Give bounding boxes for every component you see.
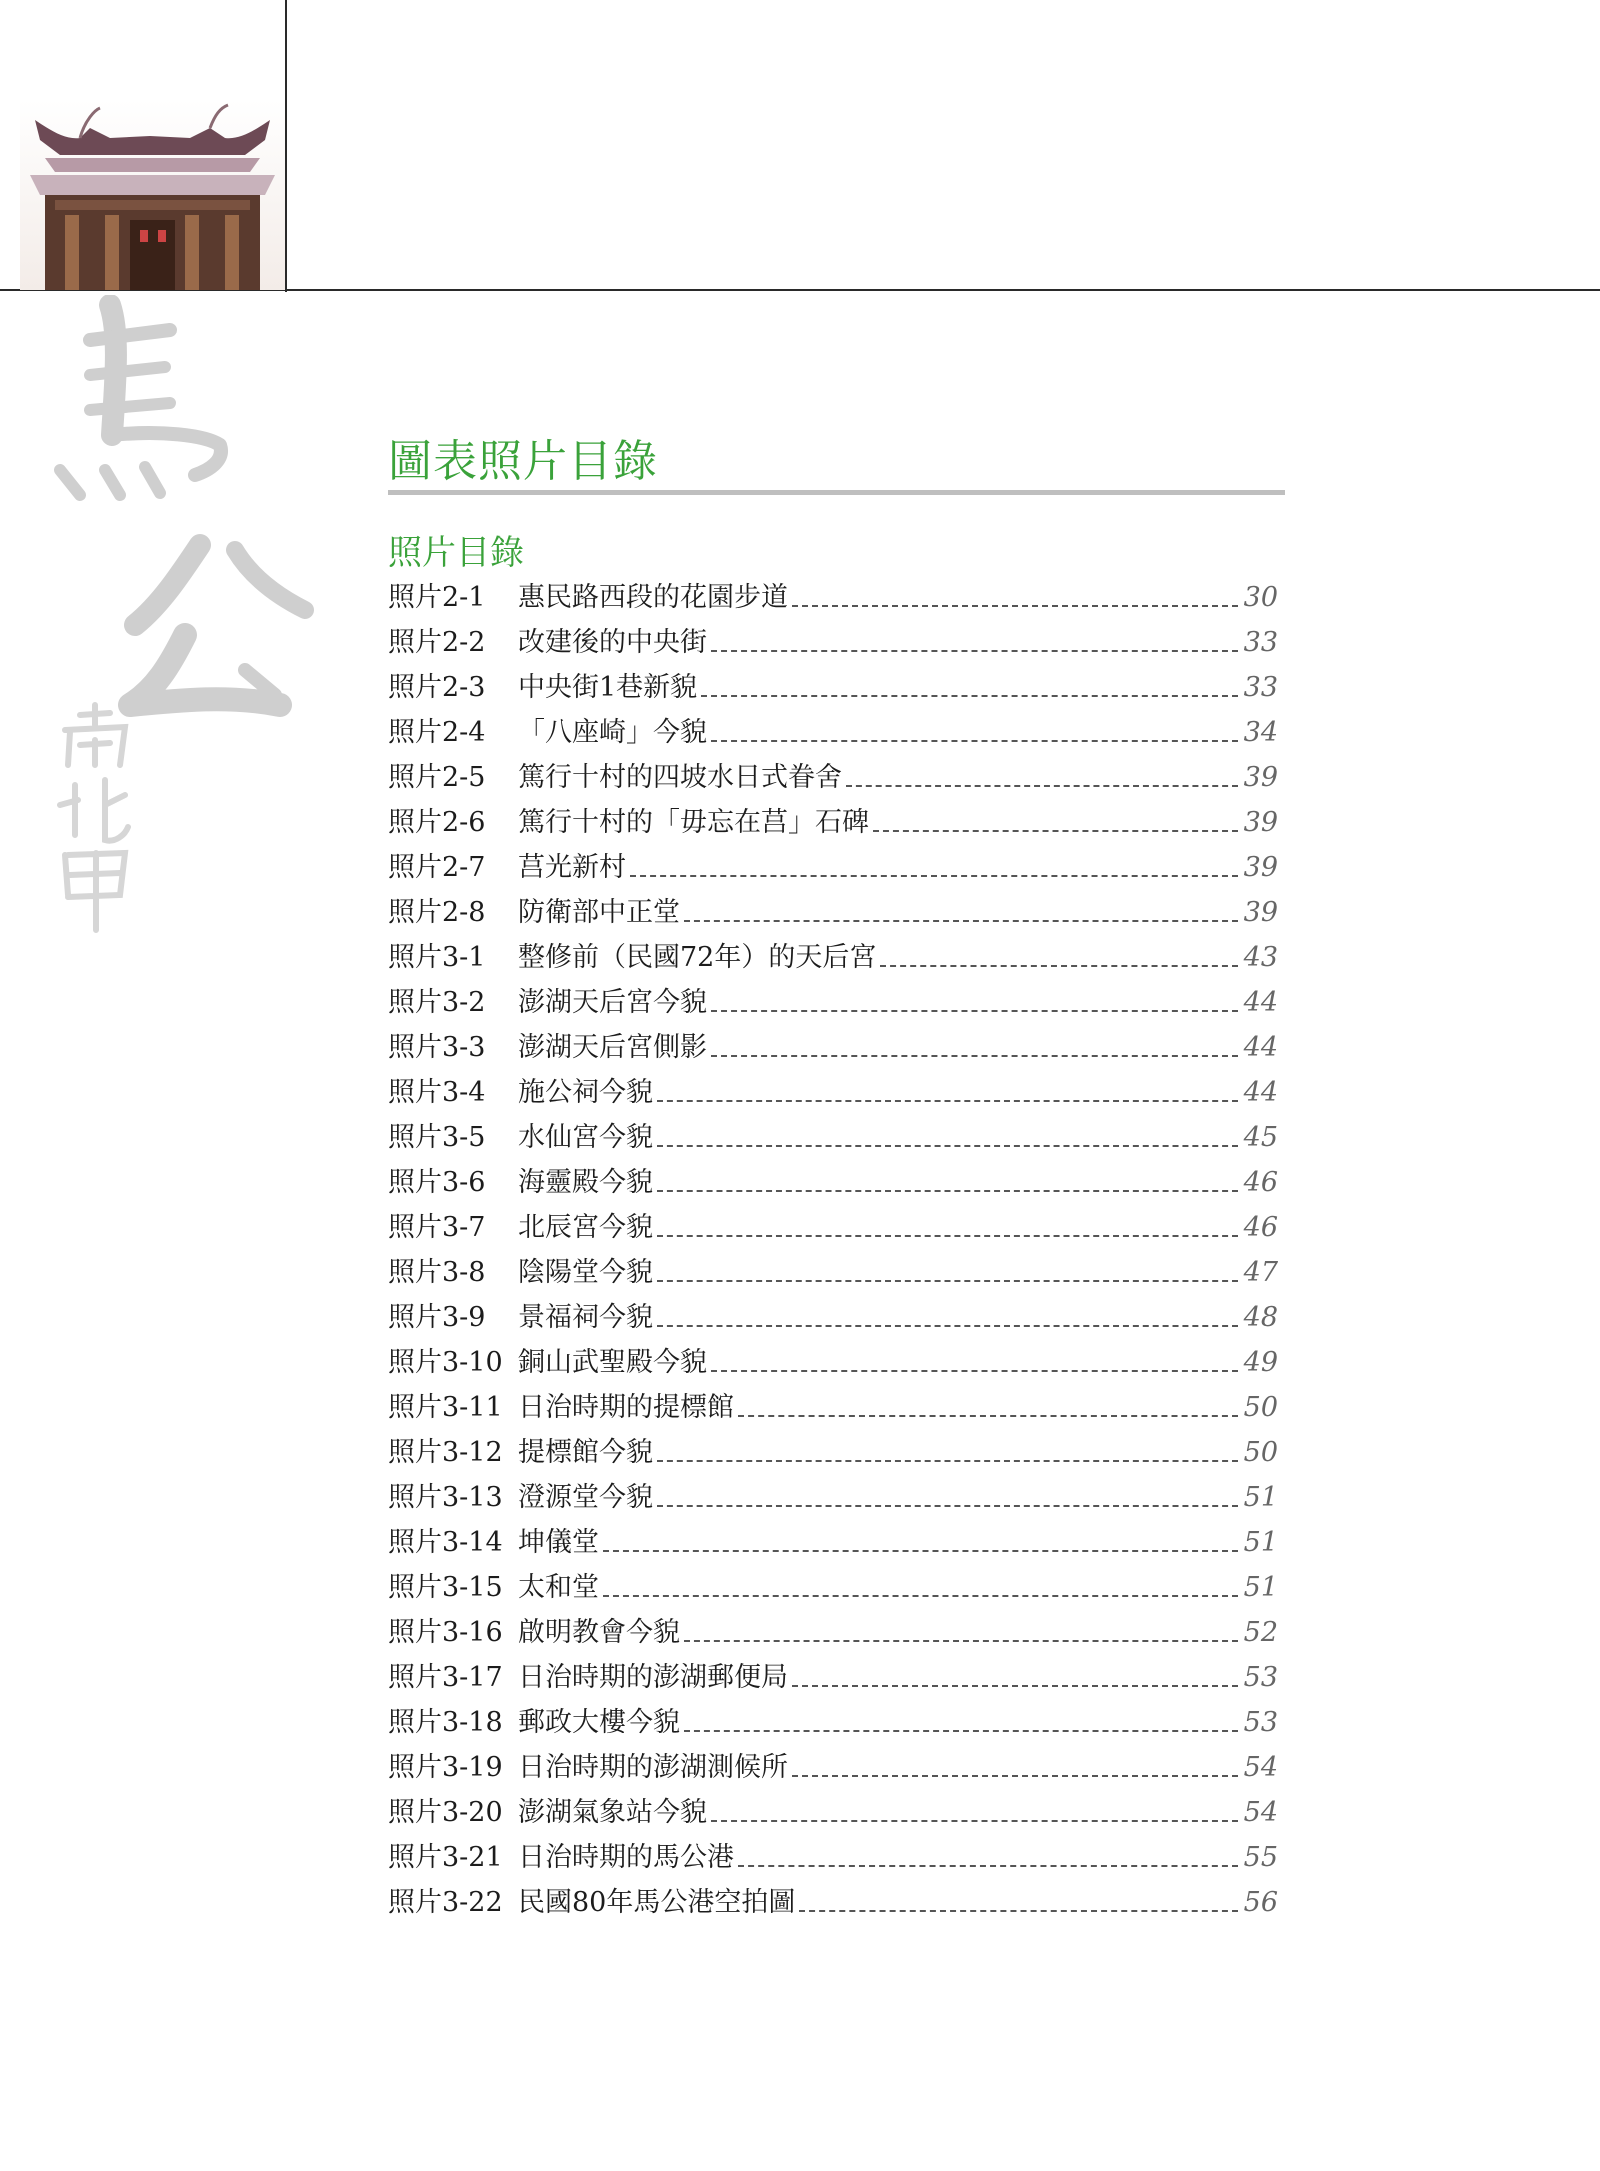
entry-page-number: 39 — [1243, 897, 1278, 928]
entry-page-number: 55 — [1243, 1842, 1278, 1873]
entry-code: 照片2-4 — [388, 717, 486, 748]
entry-code: 照片3-22 — [388, 1887, 503, 1918]
entry-title: 海靈殿今貌 — [518, 1167, 653, 1198]
entry-title: 陰陽堂今貌 — [518, 1257, 653, 1288]
entry-code: 照片3-9 — [388, 1302, 486, 1333]
entry-code: 照片3-16 — [388, 1617, 503, 1648]
entry-title: 日治時期的提標館 — [518, 1392, 734, 1423]
dash-leader — [792, 1684, 1238, 1687]
dash-leader — [701, 694, 1238, 697]
dash-leader — [684, 1639, 1238, 1642]
dash-leader — [846, 784, 1238, 787]
entry-page-number: 52 — [1243, 1617, 1278, 1648]
entry-title: 施公祠今貌 — [518, 1077, 653, 1108]
entry-title: 防衛部中正堂 — [518, 897, 680, 928]
toc-entry — [388, 800, 1278, 845]
dash-leader — [711, 1819, 1238, 1822]
dash-leader — [711, 1054, 1238, 1057]
dash-leader — [630, 874, 1238, 877]
entry-title: 「八座崎」今貌 — [518, 717, 707, 748]
dash-leader — [738, 1864, 1238, 1867]
dash-leader — [711, 739, 1238, 742]
dash-leader — [657, 1279, 1238, 1282]
entry-page-number: 33 — [1243, 627, 1278, 658]
entry-code: 照片3-8 — [388, 1257, 486, 1288]
entry-code: 照片3-5 — [388, 1122, 486, 1153]
dash-leader — [657, 1324, 1238, 1327]
toc-entry — [388, 1880, 1278, 1925]
entry-title: 坤儀堂 — [518, 1527, 599, 1558]
entry-page-number: 53 — [1243, 1662, 1278, 1693]
entry-page-number: 50 — [1243, 1437, 1278, 1468]
entry-title: 日治時期的澎湖測候所 — [518, 1752, 788, 1783]
toc-entry — [388, 935, 1278, 980]
photo-index-list — [388, 575, 1278, 1925]
toc-entry — [388, 1790, 1278, 1835]
entry-code: 照片2-7 — [388, 852, 486, 883]
entry-code: 照片3-3 — [388, 1032, 486, 1063]
entry-page-number: 33 — [1243, 672, 1278, 703]
entry-page-number: 44 — [1243, 987, 1278, 1018]
toc-entry — [388, 1700, 1278, 1745]
entry-title: 惠民路西段的花園步道 — [518, 582, 788, 613]
dash-leader — [792, 604, 1238, 607]
dash-leader — [873, 829, 1238, 832]
toc-entry — [388, 1475, 1278, 1520]
dash-leader — [738, 1414, 1238, 1417]
entry-page-number: 44 — [1243, 1077, 1278, 1108]
entry-title: 整修前（民國72年）的天后宮 — [518, 942, 877, 973]
dash-leader — [603, 1594, 1238, 1597]
section-subtitle: 照片目錄 — [388, 533, 524, 573]
toc-entry — [388, 1520, 1278, 1565]
entry-page-number: 39 — [1243, 807, 1278, 838]
entry-title: 啟明教會今貌 — [518, 1617, 680, 1648]
toc-entry — [388, 1070, 1278, 1115]
entry-title: 郵政大樓今貌 — [518, 1707, 680, 1738]
dash-leader — [799, 1909, 1238, 1912]
toc-entry — [388, 845, 1278, 890]
entry-code: 照片3-21 — [388, 1842, 503, 1873]
entry-title: 日治時期的澎湖郵便局 — [518, 1662, 788, 1693]
entry-page-number: 47 — [1243, 1257, 1278, 1288]
entry-code: 照片3-2 — [388, 987, 486, 1018]
entry-title: 篤行十村的四坡水日式眷舍 — [518, 762, 842, 793]
entry-title: 澎湖天后宮側影 — [518, 1032, 707, 1063]
toc-entry — [388, 665, 1278, 710]
entry-page-number: 51 — [1243, 1527, 1278, 1558]
entry-title: 提標館今貌 — [518, 1437, 653, 1468]
entry-code: 照片3-17 — [388, 1662, 503, 1693]
entry-title: 北辰宮今貌 — [518, 1212, 653, 1243]
calligraphy-watermark — [20, 295, 320, 935]
toc-entry — [388, 575, 1278, 620]
toc-entry — [388, 1295, 1278, 1340]
toc-entry — [388, 1835, 1278, 1880]
entry-code: 照片3-6 — [388, 1167, 486, 1198]
entry-page-number: 46 — [1243, 1212, 1278, 1243]
dash-leader — [657, 1459, 1238, 1462]
entry-code: 照片2-1 — [388, 582, 486, 613]
toc-entry — [388, 1250, 1278, 1295]
dash-leader — [657, 1504, 1238, 1507]
toc-entry — [388, 1745, 1278, 1790]
entry-code: 照片2-3 — [388, 672, 486, 703]
entry-code: 照片2-2 — [388, 627, 486, 658]
dash-leader — [711, 1009, 1238, 1012]
entry-code: 照片3-20 — [388, 1797, 503, 1828]
toc-entry — [388, 1205, 1278, 1250]
temple-roof-photo — [20, 100, 285, 290]
entry-page-number: 54 — [1243, 1797, 1278, 1828]
dash-leader — [684, 1729, 1238, 1732]
entry-page-number: 48 — [1243, 1302, 1278, 1333]
toc-entry — [388, 1610, 1278, 1655]
entry-page-number: 39 — [1243, 852, 1278, 883]
entry-code: 照片3-1 — [388, 942, 486, 973]
toc-entry — [388, 755, 1278, 800]
entry-page-number: 39 — [1243, 762, 1278, 793]
toc-entry — [388, 620, 1278, 665]
entry-page-number: 49 — [1243, 1347, 1278, 1378]
entry-page-number: 51 — [1243, 1482, 1278, 1513]
entry-title: 水仙宮今貌 — [518, 1122, 653, 1153]
dash-leader — [603, 1549, 1238, 1552]
dash-leader — [657, 1144, 1238, 1147]
entry-code: 照片3-4 — [388, 1077, 486, 1108]
entry-page-number: 51 — [1243, 1572, 1278, 1603]
toc-entry — [388, 980, 1278, 1025]
dash-leader — [711, 649, 1238, 652]
toc-entry — [388, 1565, 1278, 1610]
entry-code: 照片3-15 — [388, 1572, 503, 1603]
toc-entry — [388, 1025, 1278, 1070]
dash-leader — [684, 919, 1238, 922]
entry-title: 銅山武聖殿今貌 — [518, 1347, 707, 1378]
toc-entry — [388, 1115, 1278, 1160]
toc-entry — [388, 890, 1278, 935]
dash-leader — [657, 1189, 1238, 1192]
entry-title: 民國80年馬公港空拍圖 — [518, 1887, 796, 1918]
entry-title: 澎湖天后宮今貌 — [518, 987, 707, 1018]
entry-code: 照片3-10 — [388, 1347, 503, 1378]
entry-code: 照片3-13 — [388, 1482, 503, 1513]
entry-code: 照片2-6 — [388, 807, 486, 838]
dash-leader — [792, 1774, 1238, 1777]
toc-entry — [388, 1160, 1278, 1205]
toc-entry — [388, 710, 1278, 755]
entry-page-number: 44 — [1243, 1032, 1278, 1063]
entry-title: 篤行十村的「毋忘在莒」石碑 — [518, 807, 869, 838]
entry-code: 照片3-19 — [388, 1752, 503, 1783]
entry-page-number: 50 — [1243, 1392, 1278, 1423]
entry-page-number: 54 — [1243, 1752, 1278, 1783]
entry-code: 照片3-14 — [388, 1527, 503, 1558]
dash-leader — [880, 964, 1238, 967]
entry-title: 中央街1巷新貌 — [518, 672, 698, 703]
entry-code: 照片3-18 — [388, 1707, 503, 1738]
entry-page-number: 46 — [1243, 1167, 1278, 1198]
entry-code: 照片2-8 — [388, 897, 486, 928]
entry-code: 照片3-7 — [388, 1212, 486, 1243]
entry-page-number: 53 — [1243, 1707, 1278, 1738]
entry-page-number: 43 — [1243, 942, 1278, 973]
dash-leader — [657, 1099, 1238, 1102]
toc-entry — [388, 1655, 1278, 1700]
entry-page-number: 56 — [1243, 1887, 1278, 1918]
toc-entry — [388, 1385, 1278, 1430]
title-underline — [388, 490, 1285, 495]
page-title: 圖表照片目錄 — [388, 436, 658, 487]
entry-title: 景福祠今貌 — [518, 1302, 653, 1333]
toc-entry — [388, 1430, 1278, 1475]
entry-title: 改建後的中央街 — [518, 627, 707, 658]
entry-title: 澎湖氣象站今貌 — [518, 1797, 707, 1828]
entry-code: 照片2-5 — [388, 762, 486, 793]
entry-title: 莒光新村 — [518, 852, 626, 883]
entry-page-number: 30 — [1243, 582, 1278, 613]
entry-title: 澄源堂今貌 — [518, 1482, 653, 1513]
entry-code: 照片3-12 — [388, 1437, 503, 1468]
entry-code: 照片3-11 — [388, 1392, 503, 1423]
dash-leader — [657, 1234, 1238, 1237]
entry-page-number: 45 — [1243, 1122, 1278, 1153]
header-vertical-rule — [285, 0, 287, 292]
entry-title: 太和堂 — [518, 1572, 599, 1603]
dash-leader — [711, 1369, 1238, 1372]
entry-title: 日治時期的馬公港 — [518, 1842, 734, 1873]
entry-page-number: 34 — [1243, 717, 1278, 748]
toc-entry — [388, 1340, 1278, 1385]
